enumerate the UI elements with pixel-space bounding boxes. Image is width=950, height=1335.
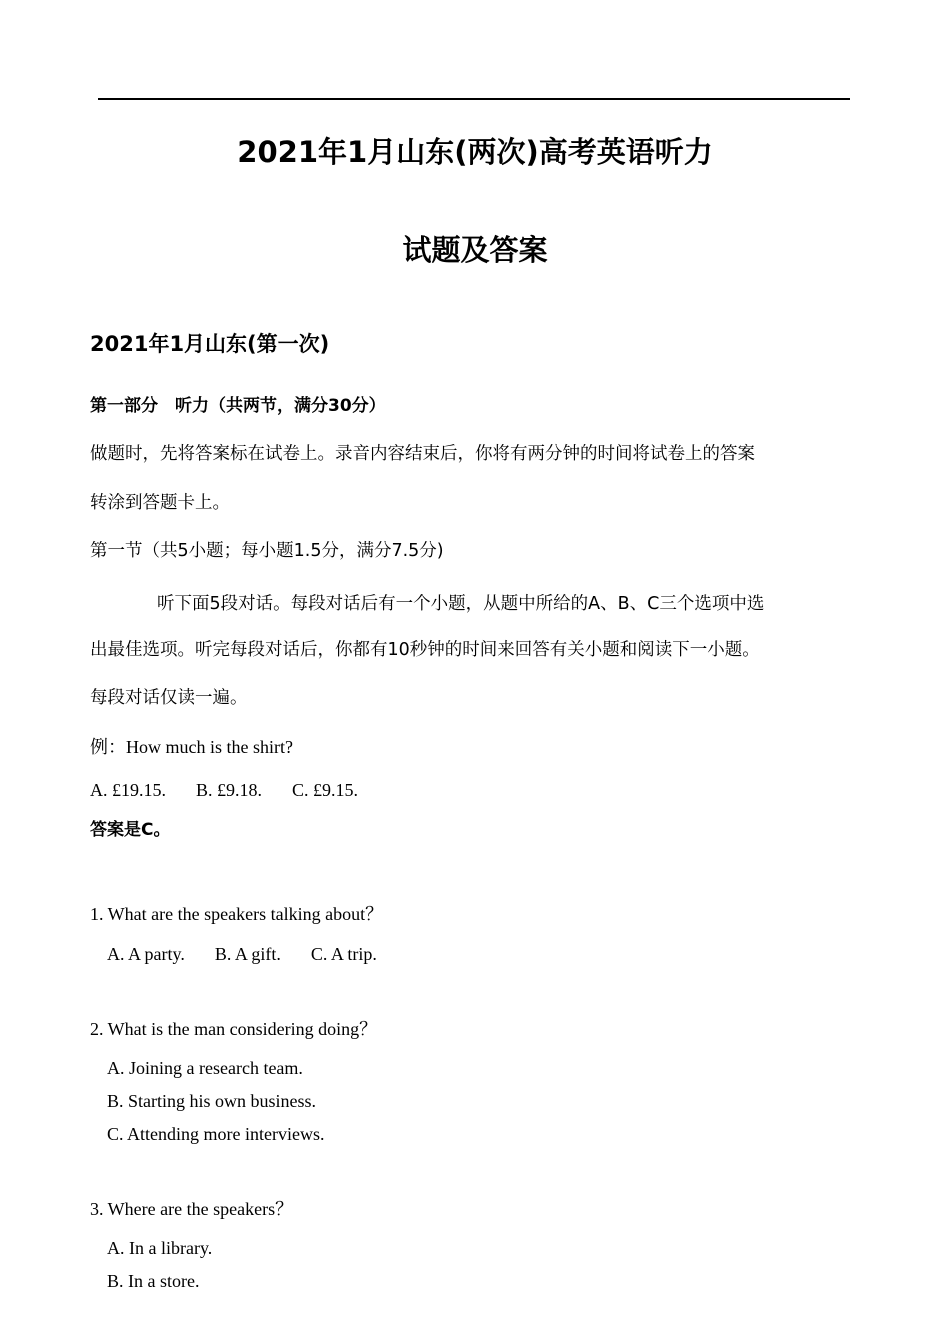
- subsection-heading: 第一节（共5小题；每小题1.5分，满分7.5分): [90, 541, 444, 561]
- example-question: 例：How much is the shirt?: [90, 737, 293, 757]
- section-heading: 2021年1月山东(第一次): [90, 332, 330, 356]
- question-2-option-c: C. Attending more interviews.: [107, 1124, 325, 1144]
- part-heading: 第一部分 听力（共两节，满分30分）: [90, 396, 386, 416]
- instructions-line-1: 做题时，先将答案标在试卷上。录音内容结束后，你将有两分钟的时间将试卷上的答案: [90, 444, 755, 464]
- example-option-a: A. £19.15.: [90, 780, 166, 800]
- instructions-line-2: 转涂到答题卡上。: [90, 493, 230, 513]
- directions-line-1: 听下面5段对话。每段对话后有一个小题，从题中所给的A、B、C三个选项中选: [157, 594, 765, 614]
- question-3-option-a: A. In a library.: [107, 1238, 213, 1258]
- question-1-option-b: B. A gift.: [214, 944, 281, 964]
- directions-line-2: 出最佳选项。听完每段对话后，你都有10秒钟的时间来回答有关小题和阅读下一小题。: [90, 640, 760, 660]
- question-1-options: [107, 944, 377, 965]
- question-2-option-a: A. Joining a research team.: [107, 1058, 303, 1078]
- example-answer: 答案是C。: [90, 820, 171, 840]
- question-1-option-a: A. A party.: [107, 944, 185, 964]
- question-3: 3. Where are the speakers？: [90, 1199, 294, 1219]
- example-options: [90, 780, 358, 801]
- header-rule: [98, 98, 850, 100]
- question-3-option-b: B. In a store.: [107, 1271, 200, 1291]
- document-title-line-1: 2021年1月山东(两次)高考英语听力: [237, 135, 713, 169]
- question-1-option-c: C. A trip.: [310, 944, 377, 964]
- example-option-c: C. £9.15.: [292, 780, 359, 800]
- question-2: 2. What is the man considering doing？: [90, 1019, 378, 1039]
- question-2-option-b: B. Starting his own business.: [107, 1091, 317, 1111]
- question-1: 1. What are the speakers talking about？: [90, 904, 384, 924]
- example-option-b: B. £9.18.: [196, 780, 263, 800]
- directions-line-3: 每段对话仅读一遍。: [90, 688, 248, 708]
- document-title-line-2: 试题及答案: [402, 233, 548, 267]
